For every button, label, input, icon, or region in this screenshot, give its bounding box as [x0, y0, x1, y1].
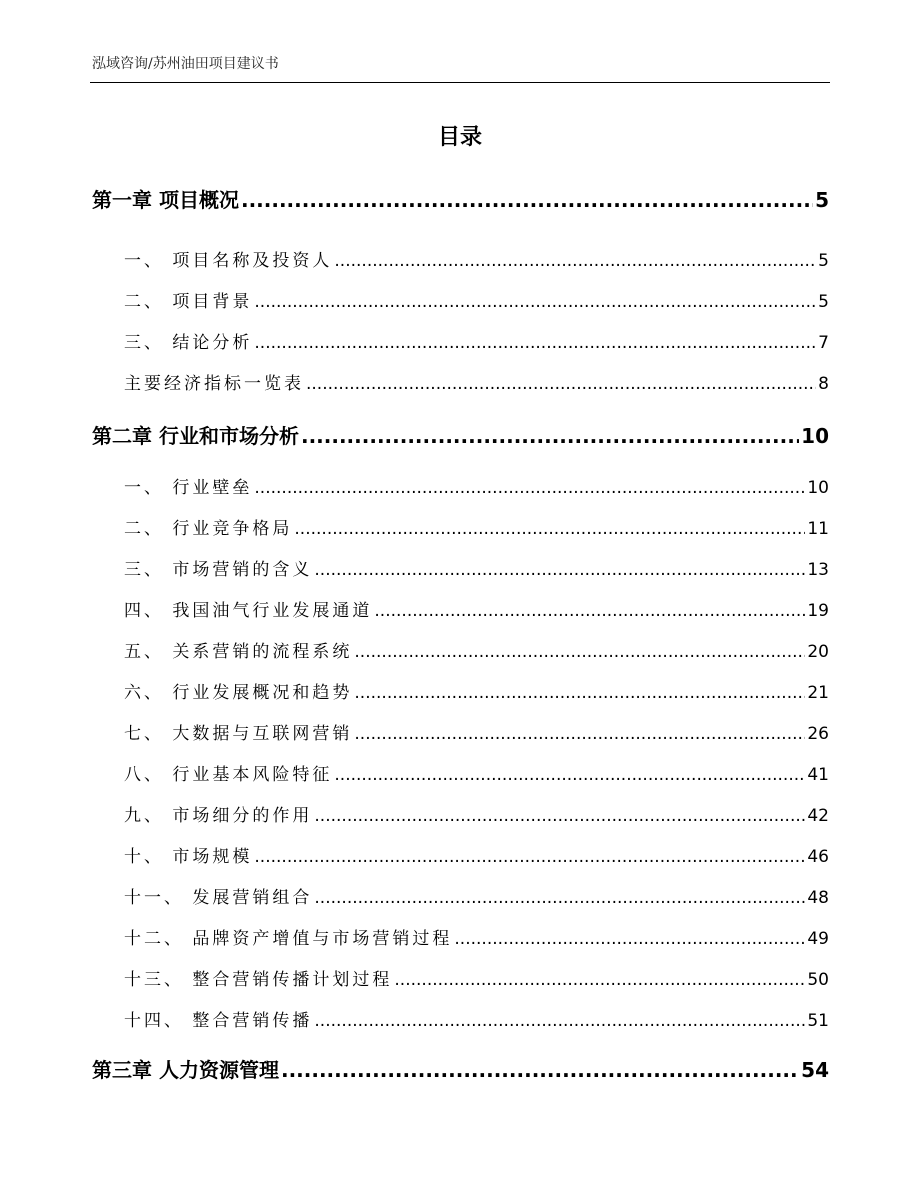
toc-page-number: 7	[818, 333, 829, 353]
toc-entry-label: 五、 关系营销的流程系统	[124, 642, 353, 662]
toc-entry-label: 三、 结论分析	[124, 333, 253, 353]
toc-entry-label: 第二章 行业和市场分析	[92, 424, 299, 448]
toc-entry-section[interactable]	[124, 760, 829, 785]
toc-page-number: 49	[807, 929, 829, 949]
toc-entry-section[interactable]	[124, 719, 829, 744]
toc-entry-label: 二、 行业竞争格局	[124, 519, 293, 539]
toc-dot-leader	[294, 519, 805, 539]
toc-entry-chapter[interactable]	[92, 1054, 829, 1083]
running-header: 泓域咨询/苏州油田项目建议书	[92, 56, 279, 72]
toc-entry-section[interactable]	[124, 555, 829, 580]
toc-dot-leader	[334, 251, 816, 271]
toc-dot-leader	[306, 374, 816, 394]
toc-entry-label: 十二、 品牌资产增值与市场营销过程	[124, 929, 453, 949]
toc-entry-section[interactable]	[124, 514, 829, 539]
toc-entry-section[interactable]	[124, 678, 829, 703]
toc-entry-chapter[interactable]	[92, 184, 829, 213]
toc-dot-leader	[301, 424, 799, 448]
toc-page-number: 19	[807, 601, 829, 621]
toc-dot-leader	[354, 683, 805, 703]
toc-dot-leader	[394, 970, 805, 990]
toc-entry-section[interactable]	[124, 596, 829, 621]
toc-entry-label: 第三章 人力资源管理	[92, 1058, 279, 1082]
page-title: 目录	[437, 125, 482, 150]
toc-page-number: 10	[801, 424, 829, 448]
toc-dot-leader	[254, 333, 816, 353]
toc-dot-leader	[254, 292, 816, 312]
toc-dot-leader	[354, 642, 805, 662]
toc-entry-label: 三、 市场营销的含义	[124, 560, 313, 580]
toc-entry-section[interactable]	[124, 965, 829, 990]
toc-page-number: 10	[807, 478, 829, 498]
toc-page-number: 11	[807, 519, 829, 539]
toc-entry-section[interactable]	[124, 883, 829, 908]
toc-page-number: 13	[807, 560, 829, 580]
toc-dot-leader	[241, 188, 813, 212]
toc-page-number: 5	[815, 188, 829, 212]
toc-page-number: 54	[801, 1058, 829, 1082]
toc-entry-section[interactable]	[124, 637, 829, 662]
toc-entry-label: 二、 项目背景	[124, 292, 253, 312]
toc-dot-leader	[354, 724, 805, 744]
toc-entry-label: 一、 项目名称及投资人	[124, 251, 333, 271]
toc-entry-section[interactable]	[124, 328, 829, 353]
toc-entry-label: 六、 行业发展概况和趋势	[124, 683, 353, 703]
toc-page-number: 5	[818, 292, 829, 312]
toc-page-number: 20	[807, 642, 829, 662]
toc-entry-label: 十四、 整合营销传播	[124, 1011, 313, 1031]
toc-dot-leader	[281, 1058, 799, 1082]
toc-page-number: 51	[807, 1011, 829, 1031]
toc-dot-leader	[454, 929, 805, 949]
toc-entry-label: 四、 我国油气行业发展通道	[124, 601, 373, 621]
toc-entry-label: 九、 市场细分的作用	[124, 806, 313, 826]
toc-dot-leader	[314, 560, 805, 580]
toc-page-number: 5	[818, 251, 829, 271]
toc-dot-leader	[334, 765, 805, 785]
toc-entry-section[interactable]	[124, 473, 829, 498]
toc-page-number: 21	[807, 683, 829, 703]
toc-page-number: 8	[818, 374, 829, 394]
toc-page-number: 48	[807, 888, 829, 908]
toc-page-number: 41	[807, 765, 829, 785]
toc-dot-leader	[254, 847, 805, 867]
toc-entry-label: 七、 大数据与互联网营销	[124, 724, 353, 744]
toc-dot-leader	[314, 888, 805, 908]
toc-page-number: 26	[807, 724, 829, 744]
toc-entry-section[interactable]	[124, 246, 829, 271]
toc-entry-label: 第一章 项目概况	[92, 188, 239, 212]
toc-entry-section[interactable]	[124, 842, 829, 867]
toc-entry-section[interactable]	[124, 1006, 829, 1031]
toc-entry-label: 主要经济指标一览表	[124, 374, 304, 394]
toc-entry-section[interactable]	[124, 924, 829, 949]
toc-entry-chapter[interactable]	[92, 420, 829, 449]
toc-dot-leader	[314, 806, 805, 826]
toc-dot-leader	[254, 478, 805, 498]
toc-entry-label: 十、 市场规模	[124, 847, 253, 867]
toc-entry-label: 八、 行业基本风险特征	[124, 765, 333, 785]
toc-entry-section[interactable]	[124, 801, 829, 826]
toc-entry-label: 十三、 整合营销传播计划过程	[124, 970, 393, 990]
toc-dot-leader	[374, 601, 805, 621]
toc-page-number: 50	[807, 970, 829, 990]
header-divider	[90, 82, 830, 83]
toc-entry-section[interactable]	[124, 287, 829, 312]
toc-entry-label: 一、 行业壁垒	[124, 478, 253, 498]
toc-page-number: 42	[807, 806, 829, 826]
toc-entry-section[interactable]	[124, 369, 829, 394]
toc-page-number: 46	[807, 847, 829, 867]
toc-dot-leader	[314, 1011, 805, 1031]
toc-entry-label: 十一、 发展营销组合	[124, 888, 313, 908]
